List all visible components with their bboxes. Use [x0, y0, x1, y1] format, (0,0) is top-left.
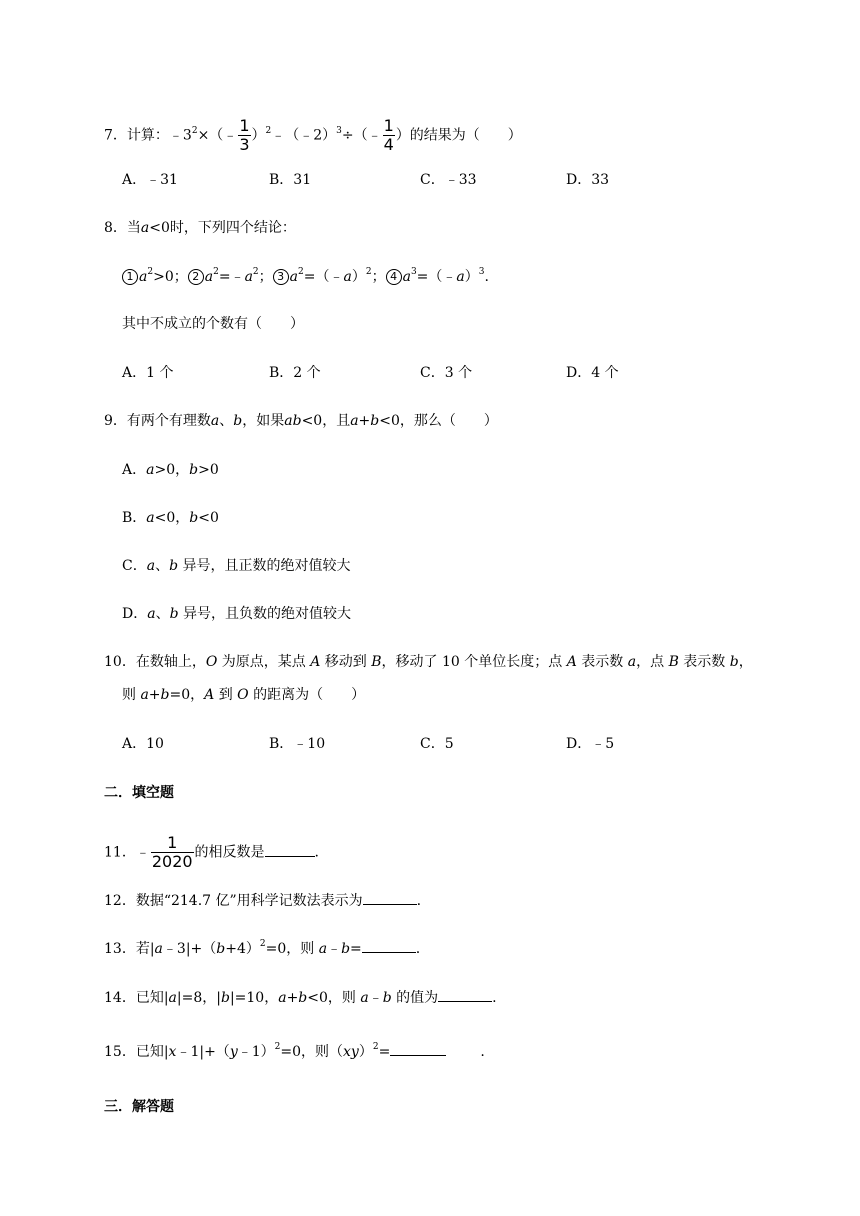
text: =0，则（	[280, 1044, 344, 1060]
q8-option-c[interactable]: C．3 个	[420, 365, 473, 381]
text: ，点	[636, 654, 669, 670]
fraction-one-third	[238, 118, 250, 153]
variable: a	[146, 510, 155, 526]
variable: b	[189, 510, 199, 526]
circled-number-3: 3	[273, 269, 289, 285]
text: ；	[371, 269, 386, 285]
text: 在数轴上，	[135, 654, 206, 670]
text: ）的结果为（ ）	[395, 127, 522, 144]
text: 的值为	[391, 990, 439, 1006]
question-15	[104, 1041, 485, 1062]
variable: a	[154, 941, 163, 957]
variable: a	[456, 269, 465, 285]
q8-option-a[interactable]: A．1 个	[122, 365, 174, 381]
exponent: 2	[365, 267, 372, 278]
text: ，	[738, 654, 753, 670]
text: ×（﹣	[197, 127, 238, 144]
text: ）	[351, 269, 366, 285]
q7-option-d[interactable]: D．33	[566, 172, 610, 188]
text: 到	[214, 687, 238, 703]
text: 已知|	[135, 1044, 169, 1060]
variable: a	[147, 606, 156, 622]
question-number: 12．	[104, 893, 136, 909]
text: 则	[122, 687, 141, 703]
section-heading-fill-in: 二．填空题	[104, 785, 174, 801]
variable: a	[146, 462, 155, 478]
variable: a	[360, 990, 369, 1006]
text: ﹣1）	[237, 1044, 275, 1060]
question-number: 8．	[104, 220, 127, 236]
variable: O	[237, 687, 249, 703]
text: =	[350, 941, 362, 957]
variable: b	[729, 654, 739, 670]
text: +4）	[225, 941, 260, 957]
exponent: 2	[252, 267, 259, 278]
variable: a	[402, 269, 411, 285]
question-8-stem	[104, 218, 296, 238]
text: ÷（﹣	[341, 127, 382, 144]
question-7-stem	[104, 118, 522, 153]
option-letter: D．	[122, 606, 148, 622]
exponent: 2	[213, 267, 219, 278]
exponent: 2	[191, 125, 198, 136]
exponent: 3	[410, 267, 417, 278]
text: >0；	[153, 269, 188, 285]
question-8-conclusions	[122, 267, 489, 287]
circled-number-2: 2	[188, 269, 204, 285]
variable: y	[229, 1044, 238, 1060]
text: ﹣	[327, 941, 342, 957]
text: |=8，|	[176, 990, 221, 1006]
text: ﹣	[135, 844, 150, 861]
variable: b	[189, 462, 199, 478]
answer-blank[interactable]	[362, 938, 416, 953]
q10-option-b[interactable]: B．﹣10	[269, 736, 326, 752]
exponent: 2	[298, 267, 304, 278]
variable: a+b	[140, 687, 170, 703]
text: ）	[464, 269, 479, 285]
variable: b	[220, 990, 230, 1006]
text: 已知|	[135, 990, 169, 1006]
variable: b	[341, 941, 351, 957]
text: .	[480, 1044, 485, 1060]
text: 若|	[135, 941, 155, 957]
question-number: 13．	[104, 941, 136, 957]
numerator: 1	[239, 116, 250, 135]
option-letter: B．	[122, 510, 147, 526]
q9-option-c[interactable]	[122, 556, 351, 576]
text: 、	[219, 413, 234, 429]
numerator: 1	[383, 116, 394, 135]
q8-option-b[interactable]: B．2 个	[269, 365, 321, 381]
variable: A	[566, 654, 577, 670]
exponent: 3	[478, 267, 485, 278]
variable: x	[168, 1044, 177, 1060]
exponent: 2	[265, 125, 272, 136]
variable: a	[146, 558, 156, 574]
q9-option-a[interactable]	[122, 460, 219, 480]
text: ）	[251, 127, 266, 144]
question-8-sub: 其中不成立的个数有（ ）	[122, 316, 304, 332]
question-number: 7．	[104, 127, 127, 144]
text: =0，则	[265, 941, 319, 957]
question-9-stem	[104, 411, 498, 431]
question-number: 9．	[104, 413, 127, 429]
text: 计算：﹣3	[126, 127, 192, 144]
q9-option-d[interactable]	[122, 604, 351, 624]
text: ﹣	[368, 990, 383, 1006]
q10-option-a[interactable]: A．10	[122, 736, 164, 752]
question-12	[104, 890, 421, 911]
text: <0，	[154, 510, 190, 526]
denominator: 3	[239, 135, 250, 154]
variable: b	[169, 606, 179, 622]
variable: B	[371, 654, 382, 670]
text: |=10，	[229, 990, 279, 1006]
variable: ab	[284, 413, 302, 429]
question-11	[104, 835, 319, 870]
variable: a	[204, 269, 214, 285]
denominator: 2020	[151, 852, 193, 871]
variable: a	[168, 990, 177, 1006]
answer-blank[interactable]	[390, 1041, 446, 1056]
text: 、	[155, 558, 170, 574]
circled-number-1: 1	[122, 269, 138, 285]
q7-option-c[interactable]: C．﹣33	[420, 172, 477, 188]
option-letter: A．	[122, 462, 147, 478]
variable: a	[244, 269, 253, 285]
text: .	[484, 269, 489, 285]
text: 异号，且负数的绝对值较大	[178, 606, 352, 622]
text: =（﹣	[303, 269, 344, 285]
fraction-one-over-2020	[151, 835, 194, 870]
text: 为原点，某点	[217, 654, 311, 670]
text: ﹣3|+（	[162, 941, 217, 957]
fraction-one-quarter	[383, 118, 395, 153]
question-number: 11．	[104, 844, 136, 861]
variable: O	[205, 654, 218, 670]
text: .	[415, 941, 421, 957]
circled-number-4: 4	[386, 269, 402, 285]
exponent: 2	[372, 1042, 379, 1053]
section-heading-solutions: 三．解答题	[104, 1099, 174, 1115]
variable: a	[343, 269, 352, 285]
text: 、	[155, 606, 170, 622]
text: 移动到	[320, 654, 372, 670]
text: 数据“214.7 亿”用科学记数法表示为	[135, 893, 363, 909]
text: 表示数	[678, 654, 730, 670]
text: ﹣1|+（	[176, 1044, 230, 1060]
variable: a	[318, 941, 328, 957]
variable: b	[169, 558, 179, 574]
q10-option-c[interactable]: C．5	[420, 736, 454, 752]
option-letter: C．	[122, 558, 147, 574]
variable: A	[310, 654, 321, 670]
text: 当	[126, 220, 141, 236]
exponent: 2	[259, 939, 266, 950]
text: 表示数	[576, 654, 628, 670]
question-10-stem-line2	[122, 685, 365, 705]
exponent: 2	[274, 1042, 281, 1053]
text: ；	[258, 269, 273, 285]
question-13	[104, 938, 420, 959]
exponent: 3	[336, 125, 342, 136]
question-14	[104, 987, 497, 1008]
variable: b	[382, 990, 392, 1006]
variable: A	[204, 687, 215, 703]
answer-blank[interactable]	[438, 987, 492, 1002]
text: <0，则	[307, 990, 361, 1006]
question-number: 14．	[104, 990, 136, 1006]
variable: xy	[343, 1044, 359, 1060]
variable: a	[289, 269, 299, 285]
question-number: 15．	[104, 1044, 136, 1060]
numerator: 1	[167, 833, 178, 852]
answer-blank[interactable]	[363, 890, 417, 905]
variable: B	[668, 654, 679, 670]
text: 异号，且正数的绝对值较大	[178, 558, 351, 574]
q8-option-d[interactable]: D．4 个	[566, 365, 619, 381]
variable: b	[216, 941, 226, 957]
text: 有两个有理数	[126, 413, 211, 429]
variable: a	[140, 220, 150, 236]
text: <0，那么（ ）	[379, 413, 498, 429]
text: ，如果	[242, 413, 285, 429]
question-number: 10．	[104, 654, 136, 670]
q7-option-b[interactable]: B．31	[269, 172, 312, 188]
variable: a+b	[350, 413, 380, 429]
answer-blank[interactable]	[265, 842, 315, 857]
text: >0	[198, 462, 219, 478]
text: =（﹣	[416, 269, 457, 285]
variable: a	[627, 654, 637, 670]
text: 的相反数是	[194, 844, 265, 861]
text: ）	[358, 1044, 373, 1060]
text: <0，且	[301, 413, 351, 429]
text: <0时，下列四个结论：	[149, 220, 296, 236]
text: =﹣	[218, 269, 245, 285]
text: 的距离为（ ）	[248, 687, 366, 703]
q10-option-d[interactable]: D．﹣5	[566, 736, 615, 752]
variable: b	[233, 413, 243, 429]
text: >0，	[154, 462, 190, 478]
exponent: 2	[147, 267, 154, 278]
text: .	[492, 990, 497, 1006]
q9-option-b[interactable]	[122, 508, 219, 528]
variable: a	[210, 413, 220, 429]
text: <0	[198, 510, 219, 526]
text: .	[416, 893, 422, 909]
text: =0，	[169, 687, 205, 703]
variable: a	[139, 269, 148, 285]
q7-option-a[interactable]: A．﹣31	[122, 172, 178, 188]
variable: a+b	[278, 990, 308, 1006]
text: ﹣（﹣2）	[271, 127, 337, 144]
question-10-stem-line1	[104, 652, 753, 672]
text: .	[314, 844, 319, 861]
denominator: 4	[383, 135, 394, 154]
text: ，移动了 10 个单位长度；点	[381, 654, 567, 670]
text: =	[378, 1044, 391, 1060]
